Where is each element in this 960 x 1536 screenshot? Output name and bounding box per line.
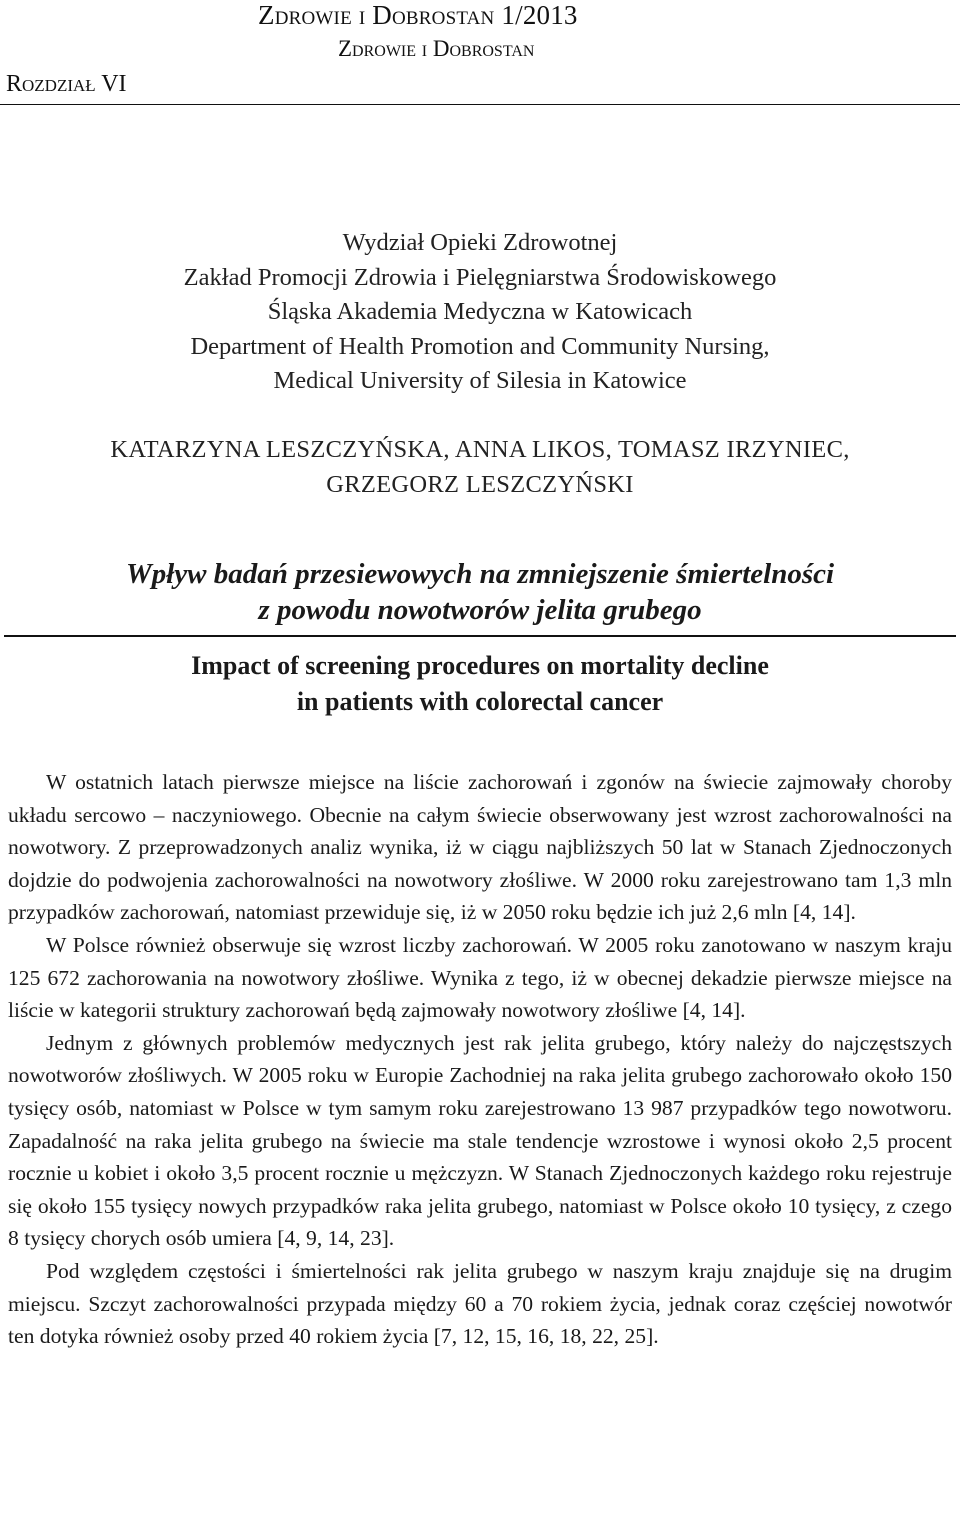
body-paragraph: W ostatnich latach pierwsze miejsce na liście zachorowań i zgonów na świecie zajmowały choroby układu sercowo – naczyniowego. Obecnie na całym świecie obserwowany jest wzrost zachorowalności na nowotwory. Z przeprowadzonych analiz wynika, iż w ciągu najbliższych 50 lat w Stanach Zjednoczonych dojdzie do podwojenia zachorowalności na nowotwory złośliwe. W 2000 roku zarejestrowano tam 1,3 mln przypadków zachorowań, natomiast przewiduje się, iż w 2050 roku będzie ich już 2,6 mln [4, 14]. (8, 770, 952, 925)
article-body (8, 766, 952, 1353)
body-paragraph: Pod względem częstości i śmiertelności rak jelita grubego w naszym kraju znajduje się na drugim miejscu. Szczyt zachorowalności przypada między 60 a 70 rokiem życia, jednak coraz częściej nowotwór ten dotyka również osoby przed 40 rokiem życia [7, 12, 15, 16, 18, 22, 25]. (8, 1258, 952, 1349)
affiliation-line: Medical University of Silesia in Katowice (273, 367, 687, 394)
affiliation-line: Śląska Akademia Medyczna w Katowicach (267, 298, 693, 325)
article-title-polish (0, 556, 960, 628)
affiliation-line: Department of Health Promotion and Community Nursing, (190, 332, 770, 360)
authors-block (0, 432, 960, 502)
body-paragraph: W Polsce również obserwuje się wzrost liczby zachorowań. W 2005 roku zanotowano w naszym kraju 125 672 zachorowania na nowotwory złośliwe. Wynika z tego, iż w obecnej dekadzie pierwsze miejsce na liście w kategorii struktury zachorowań będą zajmowały nowotwory złośliwe [4, 14]. (8, 932, 952, 1023)
affiliation-line: Zakład Promocji Zdrowia i Pielęgniarstwa Środowiskowego (183, 263, 777, 291)
body-paragraph: Jednym z głównych problemów medycznych jest rak jelita grubego, który należy do najczęstszych nowotworów złośliwych. W 2005 roku w Europie Zachodniej na raka jelita grubego zachorowało około 150 tysięcy osób, natomiast w Polsce w tym samym roku zarejestrowano 13 987 przypadków tego nowotworu. Zapadalność na raka jelita grubego na świecie ma stale tendencje wzrostowe i wynosi około 2,5 procent rocznie u kobiet i około 3,5 procent rocznie u mężczyzn. W Stanach Zjednoczonych każdego roku rejestruje się około 155 tysięcy nowych przypadków raka jelita grubego, natomiast w Polsce około 10 tysięcy, z czego 8 tysięcy chorych osób umiera [4, 9, 14, 23]. (8, 1030, 952, 1251)
affiliation-line: Wydział Opieki Zdrowotnej (342, 229, 618, 256)
journal-title: Zdrowie i Dobrostan (338, 36, 535, 61)
header-rule (0, 104, 960, 105)
title-line: Wpływ badań przesiewowych na zmniejszenie śmiertelności (125, 558, 835, 590)
affiliation-block (0, 226, 960, 399)
title-line: Impact of screening procedures on mortality decline (191, 651, 769, 680)
title-line: in patients with colorectal cancer (296, 687, 664, 716)
authors-line: KATARZYNA LESZCZYŃSKA, ANNA LIKOS, TOMASZ IRZYNIEC, (110, 436, 850, 463)
authors-line: GRZEGORZ LESZCZYŃSKI (326, 471, 634, 498)
journal-issue-title: Zdrowie i Dobrostan 1/2013 (258, 0, 578, 30)
article-title-english (0, 648, 960, 720)
title-line: z powodu nowotworów jelita grubego (258, 594, 702, 626)
chapter-label: Rozdział VI (6, 71, 127, 97)
title-rule (4, 635, 956, 637)
running-head (0, 0, 960, 112)
